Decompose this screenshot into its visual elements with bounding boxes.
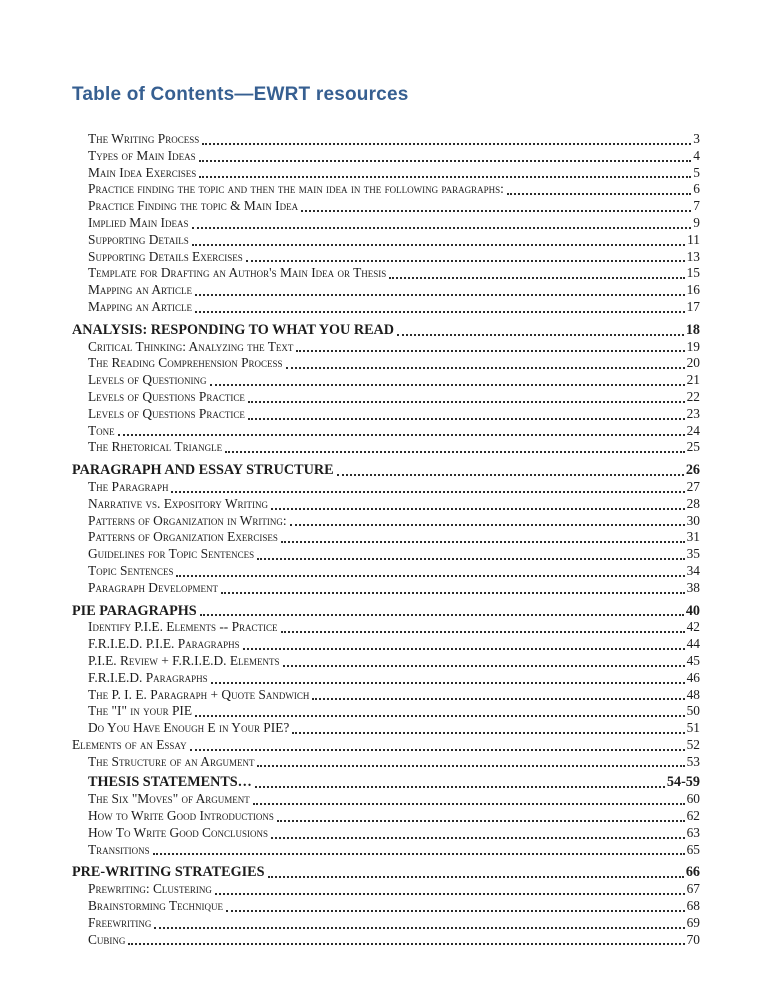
toc-entry-label: PIE PARAGRAPHS [72, 602, 197, 619]
toc-entry [72, 670, 700, 687]
toc-entry [72, 720, 700, 737]
toc-entry [72, 754, 700, 771]
toc-entry-label: The Writing Process [88, 131, 200, 146]
toc-entry [72, 636, 700, 653]
toc-entry-label: THESIS STATEMENTS… [88, 774, 252, 791]
page-number: 25 [686, 439, 700, 455]
dot-leader [195, 299, 685, 313]
toc-entry [72, 546, 700, 563]
toc-entry-label: Patterns of Organization Exercises [88, 529, 278, 545]
toc-entry-label: Practice Finding the topic & Main Idea [88, 198, 299, 214]
toc-list [72, 131, 700, 948]
dot-leader [286, 355, 685, 369]
toc-entry-label: Levels of Questions Practice [88, 388, 245, 404]
page-number: 15 [686, 265, 700, 281]
toc-entry-label: F.R.I.E.D. P.I.E. Paragraphs [88, 636, 240, 652]
dot-leader [192, 232, 685, 246]
toc-entry [72, 355, 700, 372]
page-number: 11 [687, 231, 700, 247]
toc-entry [72, 808, 700, 825]
toc-entry [72, 423, 700, 440]
toc-entry [72, 439, 700, 456]
toc-entry-label: ANALYSIS: RESPONDING TO WHAT YOU READ [72, 321, 395, 338]
dot-leader [271, 825, 685, 839]
toc-entry [72, 915, 700, 932]
page-number: 23 [686, 405, 700, 421]
page-number: 26 [685, 462, 700, 479]
toc-entry-label: Tone [88, 422, 115, 438]
page-number: 40 [685, 602, 700, 619]
toc-entry-label: The Structure of an Argument [88, 753, 255, 769]
page-number: 13 [686, 248, 700, 264]
toc-entry-label: Template for Drafting an Author's Main Idea or Thesis [88, 265, 387, 281]
toc-entry-label: The Paragraph [88, 478, 169, 494]
toc-entry [72, 282, 700, 299]
page-number: 66 [685, 864, 700, 881]
toc-entry-label: P.I.E. Review + F.R.I.E.D. Elements [88, 652, 280, 668]
page-number: 67 [686, 881, 700, 897]
toc-entry-label: Guidelines for Topic Sentences [88, 546, 255, 562]
toc-entry [72, 513, 700, 530]
toc-entry [72, 687, 700, 704]
page-number: 46 [686, 669, 700, 685]
page-number: 70 [686, 931, 700, 947]
page-number: 54-59 [666, 774, 700, 791]
toc-entry [72, 563, 700, 580]
toc-entry [72, 881, 700, 898]
toc-entry [72, 580, 700, 597]
page-title: Table of Contents—EWRT resources [72, 84, 409, 105]
toc-entry-label: Do You Have Enough E in Your PIE? [88, 720, 290, 736]
dot-leader [153, 842, 685, 856]
toc-entry [72, 496, 700, 513]
page-number: 21 [686, 372, 700, 388]
toc-entry-label: Practice finding the topic and then the main idea in the following paragraphs: [88, 181, 504, 197]
toc-entry [72, 249, 700, 266]
toc-entry [72, 265, 700, 282]
toc-entry-label: Critical Thinking: Analyzing the Text [88, 338, 294, 354]
page-number: 6 [693, 181, 700, 197]
page-number: 7 [693, 198, 700, 214]
page-number: 24 [686, 422, 700, 438]
toc-entry-label: The Rhetorical Triangle [88, 439, 223, 455]
page-number: 16 [686, 282, 700, 298]
dot-leader [253, 791, 685, 805]
dot-leader [221, 580, 685, 594]
toc-entry-label: How To Write Good Conclusions [88, 824, 268, 840]
toc-entry-label: The Six "Moves" of Argument [88, 791, 250, 807]
toc-entry [72, 791, 700, 808]
dot-leader [271, 496, 685, 510]
toc-entry-label: Paragraph Development [88, 579, 218, 595]
toc-entry-label: Prewriting: Clustering [88, 881, 212, 897]
dot-leader [246, 249, 685, 263]
dot-leader [210, 372, 685, 386]
toc-entry-label: Cubing [88, 931, 126, 947]
toc-entry [72, 232, 700, 249]
dot-leader [312, 687, 684, 701]
toc-entry [72, 131, 700, 148]
toc-entry [72, 737, 700, 754]
toc-entry [72, 299, 700, 316]
page-number: 9 [693, 214, 700, 230]
page-number: 44 [686, 636, 700, 652]
toc-entry-label: Elements of an Essay [72, 736, 187, 752]
page-number: 20 [686, 355, 700, 371]
dot-leader [154, 915, 684, 929]
page-number: 63 [686, 824, 700, 840]
dot-leader [171, 479, 684, 493]
dot-leader [199, 165, 691, 179]
page-number: 5 [693, 164, 700, 180]
toc-entry [72, 653, 700, 670]
dot-leader [248, 389, 685, 403]
dot-leader [397, 322, 684, 336]
dot-leader [292, 720, 684, 734]
toc-entry [72, 932, 700, 949]
dot-leader [190, 737, 685, 751]
dot-leader [192, 215, 692, 229]
dot-leader [195, 282, 685, 296]
toc-entry [72, 825, 700, 842]
toc-entry-label: Brainstorming Technique [88, 898, 224, 914]
page-number: 42 [686, 619, 700, 635]
toc-entry-label: Types of Main Ideas [88, 147, 196, 163]
toc-entry-label: Levels of Questions Practice [88, 405, 245, 421]
toc-entry [72, 181, 700, 198]
toc-entry-label: Transitions [88, 841, 150, 857]
dot-leader [268, 864, 684, 878]
page-number: 65 [686, 841, 700, 857]
toc-entry [72, 389, 700, 406]
dot-leader [337, 462, 684, 476]
page-number: 35 [686, 546, 700, 562]
page-number: 28 [686, 495, 700, 511]
dot-leader [296, 339, 684, 353]
toc-entry [72, 619, 700, 636]
toc-entry-label: Levels of Questioning [88, 372, 207, 388]
toc-entry [72, 198, 700, 215]
toc-entry-label: Identify P.I.E. Elements -- Practice [88, 619, 278, 635]
dot-leader [281, 529, 685, 543]
toc-entry-label: PARAGRAPH AND ESSAY STRUCTURE [72, 462, 334, 479]
toc-entry [72, 864, 700, 881]
toc-entry [72, 148, 700, 165]
toc-entry-label: Implied Main Ideas [88, 214, 189, 230]
page-number: 27 [686, 478, 700, 494]
page-number: 17 [686, 298, 700, 314]
toc-entry [72, 703, 700, 720]
page-number: 38 [686, 579, 700, 595]
page-number: 62 [686, 808, 700, 824]
toc-entry [72, 322, 700, 339]
dot-leader [507, 181, 691, 195]
page-number: 18 [685, 321, 700, 338]
page-number: 68 [686, 898, 700, 914]
page-number: 53 [686, 753, 700, 769]
page-number: 48 [686, 686, 700, 702]
page-number: 3 [693, 131, 700, 146]
page-number: 45 [686, 652, 700, 668]
dot-leader [290, 513, 685, 527]
toc-entry-label: Patterns of Organization in Writing: [88, 512, 287, 528]
toc-entry [72, 215, 700, 232]
toc-entry-label: Mapping an Article [88, 298, 192, 314]
page-number: 31 [686, 529, 700, 545]
toc-entry [72, 165, 700, 182]
toc-entry-label: The P. I. E. Paragraph + Quote Sandwich [88, 686, 310, 702]
page-number: 50 [686, 703, 700, 719]
dot-leader [199, 148, 692, 162]
dot-leader [225, 439, 685, 453]
page-number: 52 [686, 736, 700, 752]
dot-leader [301, 198, 691, 212]
dot-leader [257, 754, 684, 768]
toc-entry [72, 479, 700, 496]
dot-leader [283, 653, 685, 667]
toc-entry-label: F.R.I.E.D. Paragraphs [88, 669, 208, 685]
page-number: 30 [686, 512, 700, 528]
toc-entry [72, 898, 700, 915]
toc-entry-label: Supporting Details Exercises [88, 248, 243, 264]
toc-entry-label: Supporting Details [88, 231, 189, 247]
dot-leader [248, 406, 685, 420]
page-number: 19 [686, 338, 700, 354]
toc-entry-label: Mapping an Article [88, 282, 192, 298]
toc-entry [72, 339, 700, 356]
page-number: 60 [686, 791, 700, 807]
toc-entry [72, 529, 700, 546]
toc-entry-label: How to Write Good Introductions [88, 808, 274, 824]
dot-leader [195, 703, 685, 717]
dot-leader [215, 881, 685, 895]
toc-entry [72, 603, 700, 620]
dot-leader [226, 898, 685, 912]
dot-leader [243, 636, 685, 650]
dot-leader [255, 774, 665, 788]
dot-leader [211, 670, 685, 684]
dot-leader [200, 603, 684, 617]
toc-entry-label: Freewriting [88, 914, 152, 930]
toc-entry [72, 462, 700, 479]
dot-leader [257, 546, 685, 560]
dot-leader [128, 932, 684, 946]
toc-entry [72, 406, 700, 423]
page-number: 4 [693, 147, 700, 163]
toc-entry-label: The "I" in your PIE [88, 703, 193, 719]
dot-leader [202, 131, 691, 145]
dot-leader [118, 423, 685, 437]
dot-leader [389, 265, 684, 279]
toc-entry-label: Main Idea Exercises [88, 164, 197, 180]
page-number: 22 [686, 388, 700, 404]
toc-entry [72, 774, 700, 791]
toc-entry-label: The Reading Comprehension Process [88, 355, 283, 371]
dot-leader [277, 808, 685, 822]
toc-entry [72, 372, 700, 389]
page-number: 51 [686, 720, 700, 736]
page-number: 69 [686, 914, 700, 930]
toc-entry-label: Narrative vs. Expository Writing [88, 495, 268, 511]
page-number: 34 [686, 562, 700, 578]
toc-entry-label: Topic Sentences [88, 562, 174, 578]
dot-leader [176, 563, 684, 577]
toc-entry [72, 842, 700, 859]
toc-entry-label: PRE-WRITING STRATEGIES [72, 864, 265, 881]
dot-leader [281, 619, 685, 633]
